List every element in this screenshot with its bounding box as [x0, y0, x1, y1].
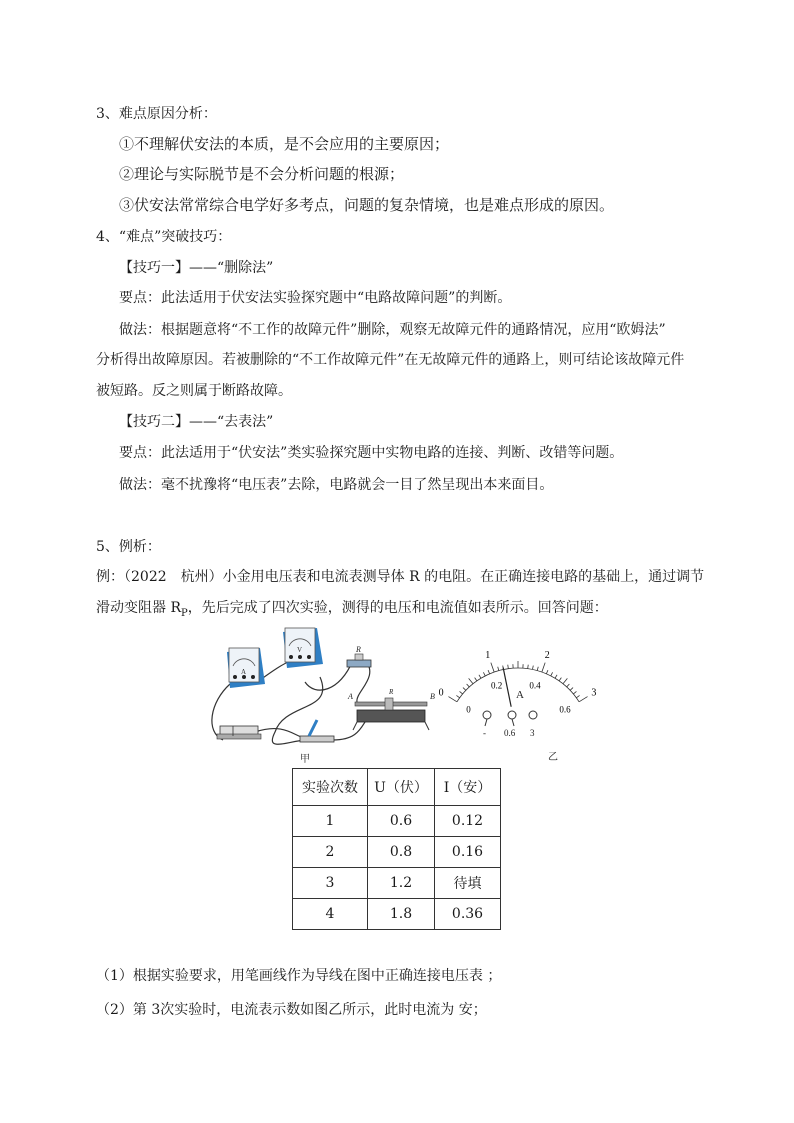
dial-tick: [542, 663, 545, 672]
table-row: [293, 899, 501, 930]
circuit-diagram: [205, 622, 450, 764]
dial-tick: [467, 684, 470, 687]
header-trial: 实验次数: [293, 769, 368, 806]
dial-tick: [479, 675, 481, 678]
tip-1-method-line2: 分析得出故障原因。若被删除的“不工作故障元件”在无故障元件的通路上，则可结论该故障元件: [96, 352, 685, 368]
cell-trial: 1: [293, 806, 368, 837]
section-5-title: 5、例析：: [96, 539, 161, 555]
example-line2: [96, 598, 608, 624]
dial-tick: [469, 678, 473, 683]
dial-tick: [448, 697, 456, 702]
dial-tick: [463, 688, 466, 691]
cell-trial: 2: [293, 837, 368, 868]
question-1: （1）根据实验要求，用笔画线作为导线在图中正确连接电压表 ；: [96, 968, 502, 984]
tip-1-method-line3: 被短路。反之则属于断路故障。: [96, 383, 292, 399]
cell-current: 0.12: [435, 806, 501, 837]
end-a-label: A: [348, 692, 353, 701]
dial-tick: [573, 691, 576, 694]
rp-subscript: P: [181, 607, 188, 619]
terminal-0.6: 0.6: [504, 728, 516, 738]
dial-tick: [475, 678, 477, 681]
resistor: [347, 645, 371, 667]
dial-tick: [483, 672, 485, 676]
cell-voltage: 0.6: [368, 806, 435, 837]
ammeter: [227, 648, 265, 688]
meter-unit: A: [516, 689, 524, 701]
dial-tick: [563, 678, 567, 683]
table-row: [293, 806, 501, 837]
dial-tick: [551, 672, 553, 676]
dial-tick: [559, 678, 561, 681]
voltmeter: [283, 628, 323, 668]
example-line2-a: 滑动变阻器 R: [96, 600, 181, 616]
reason-item-3: ③伏安法常常综合电学好多考点，问题的复杂情境，也是难点形成的原因。: [119, 196, 615, 214]
table-row: [293, 868, 501, 899]
dial-tick: [576, 695, 579, 697]
table-row: [293, 837, 501, 868]
dial-tick: [508, 665, 509, 669]
dial-tick: [456, 695, 459, 697]
dial-tick: [532, 666, 533, 670]
outer-scale-label: 0: [438, 687, 444, 699]
terminal-minus: -: [483, 728, 486, 738]
section-3-title: 3、难点原因分析：: [96, 106, 217, 122]
cell-current: 0.36: [435, 899, 501, 930]
dial-tick: [579, 697, 587, 702]
header-voltage: U（伏）: [368, 769, 435, 806]
header-current: I（安）: [435, 769, 501, 806]
dial-tick: [570, 688, 573, 691]
outer-scale-label: 2: [544, 650, 550, 662]
cell-trial: 4: [293, 899, 368, 930]
inner-scale-label: 0.2: [490, 680, 503, 691]
cell-current: 待填: [435, 868, 501, 899]
section-4-title: 4、“难点”突破技巧：: [96, 229, 232, 245]
switch: [300, 720, 334, 742]
rheostat-label: R: [389, 688, 394, 696]
dial-tick: [528, 665, 529, 669]
ammeter-letter: A: [241, 668, 247, 676]
voltmeter-letter: V: [297, 646, 303, 654]
resistor-label: R: [356, 645, 361, 654]
dial-tick: [460, 691, 463, 694]
dial-tick: [498, 667, 499, 671]
wire: [272, 677, 322, 744]
terminals: [483, 711, 537, 738]
dial-tick: [537, 667, 538, 671]
terminal-3: 3: [530, 728, 535, 738]
cell-voltage: 1.8: [368, 899, 435, 930]
cell-trial: 3: [293, 868, 368, 899]
example-line2-b: ，先后完成了四次实验，测得的电压和电流值如表所示。回答问题：: [187, 600, 608, 616]
tip-2-title: 【技巧二】——“去表法”: [119, 414, 274, 430]
wire: [333, 722, 365, 740]
dial-tick: [546, 670, 548, 674]
dial-tick: [567, 684, 570, 687]
inner-scale-label: 0: [466, 704, 471, 715]
reason-item-2: ②理论与实际脱节是不会分析问题的根源；: [119, 165, 405, 183]
label-yi: 乙: [548, 752, 558, 763]
dial-tick: [555, 675, 557, 678]
tip-1-key: 要点：此法适用于伏安法实验探究题中“电路故障问题”的判断。: [119, 290, 512, 306]
dial-tick: [491, 663, 494, 672]
end-b-label: B: [430, 692, 435, 701]
reason-item-1: ①不理解伏安法的本质，是不会应用的主要原因；: [119, 135, 450, 153]
label-jia: 甲: [300, 754, 310, 764]
cell-current: 0.16: [435, 837, 501, 868]
example-line1: 例：（2022 杭州）小金用电压表和电流表测导体 R 的电阻。在正确连接电路的基础上，通过调节: [96, 569, 705, 585]
outer-scale-label: 3: [591, 687, 597, 699]
rheostat: [347, 688, 435, 730]
data-table: [292, 768, 501, 930]
inner-scale-label: 0.4: [529, 680, 541, 691]
cell-voltage: 0.8: [368, 837, 435, 868]
battery: [217, 726, 261, 739]
wire: [255, 729, 305, 738]
tip-1-method-line1: 做法：根据题意将“不工作的故障元件”删除，观察无故障元件的通路情况，应用“欧姆法”: [119, 322, 666, 338]
tip-1-title: 【技巧一】——“删除法”: [119, 260, 274, 276]
table-header-row: [293, 769, 501, 806]
inner-scale-label: 0.6: [559, 704, 571, 715]
dial-scale: [439, 650, 597, 714]
outer-scale-label: 1: [485, 650, 491, 662]
tip-2-method: 做法：毫不扰豫将“电压表”去除，电路就会一目了然呈现出本来面目。: [119, 477, 554, 493]
needle: [503, 668, 511, 707]
ammeter-dial: [430, 628, 605, 764]
cell-voltage: 1.2: [368, 868, 435, 899]
tip-2-key: 要点：此法适用于“伏安法”类实验探究题中实物电路的连接、判断、改错等问题。: [119, 445, 624, 461]
question-2: （2）第 3次实验时，电流表示数如图乙所示，此时电流为 安；: [96, 1002, 487, 1018]
dial-tick: [488, 670, 490, 674]
